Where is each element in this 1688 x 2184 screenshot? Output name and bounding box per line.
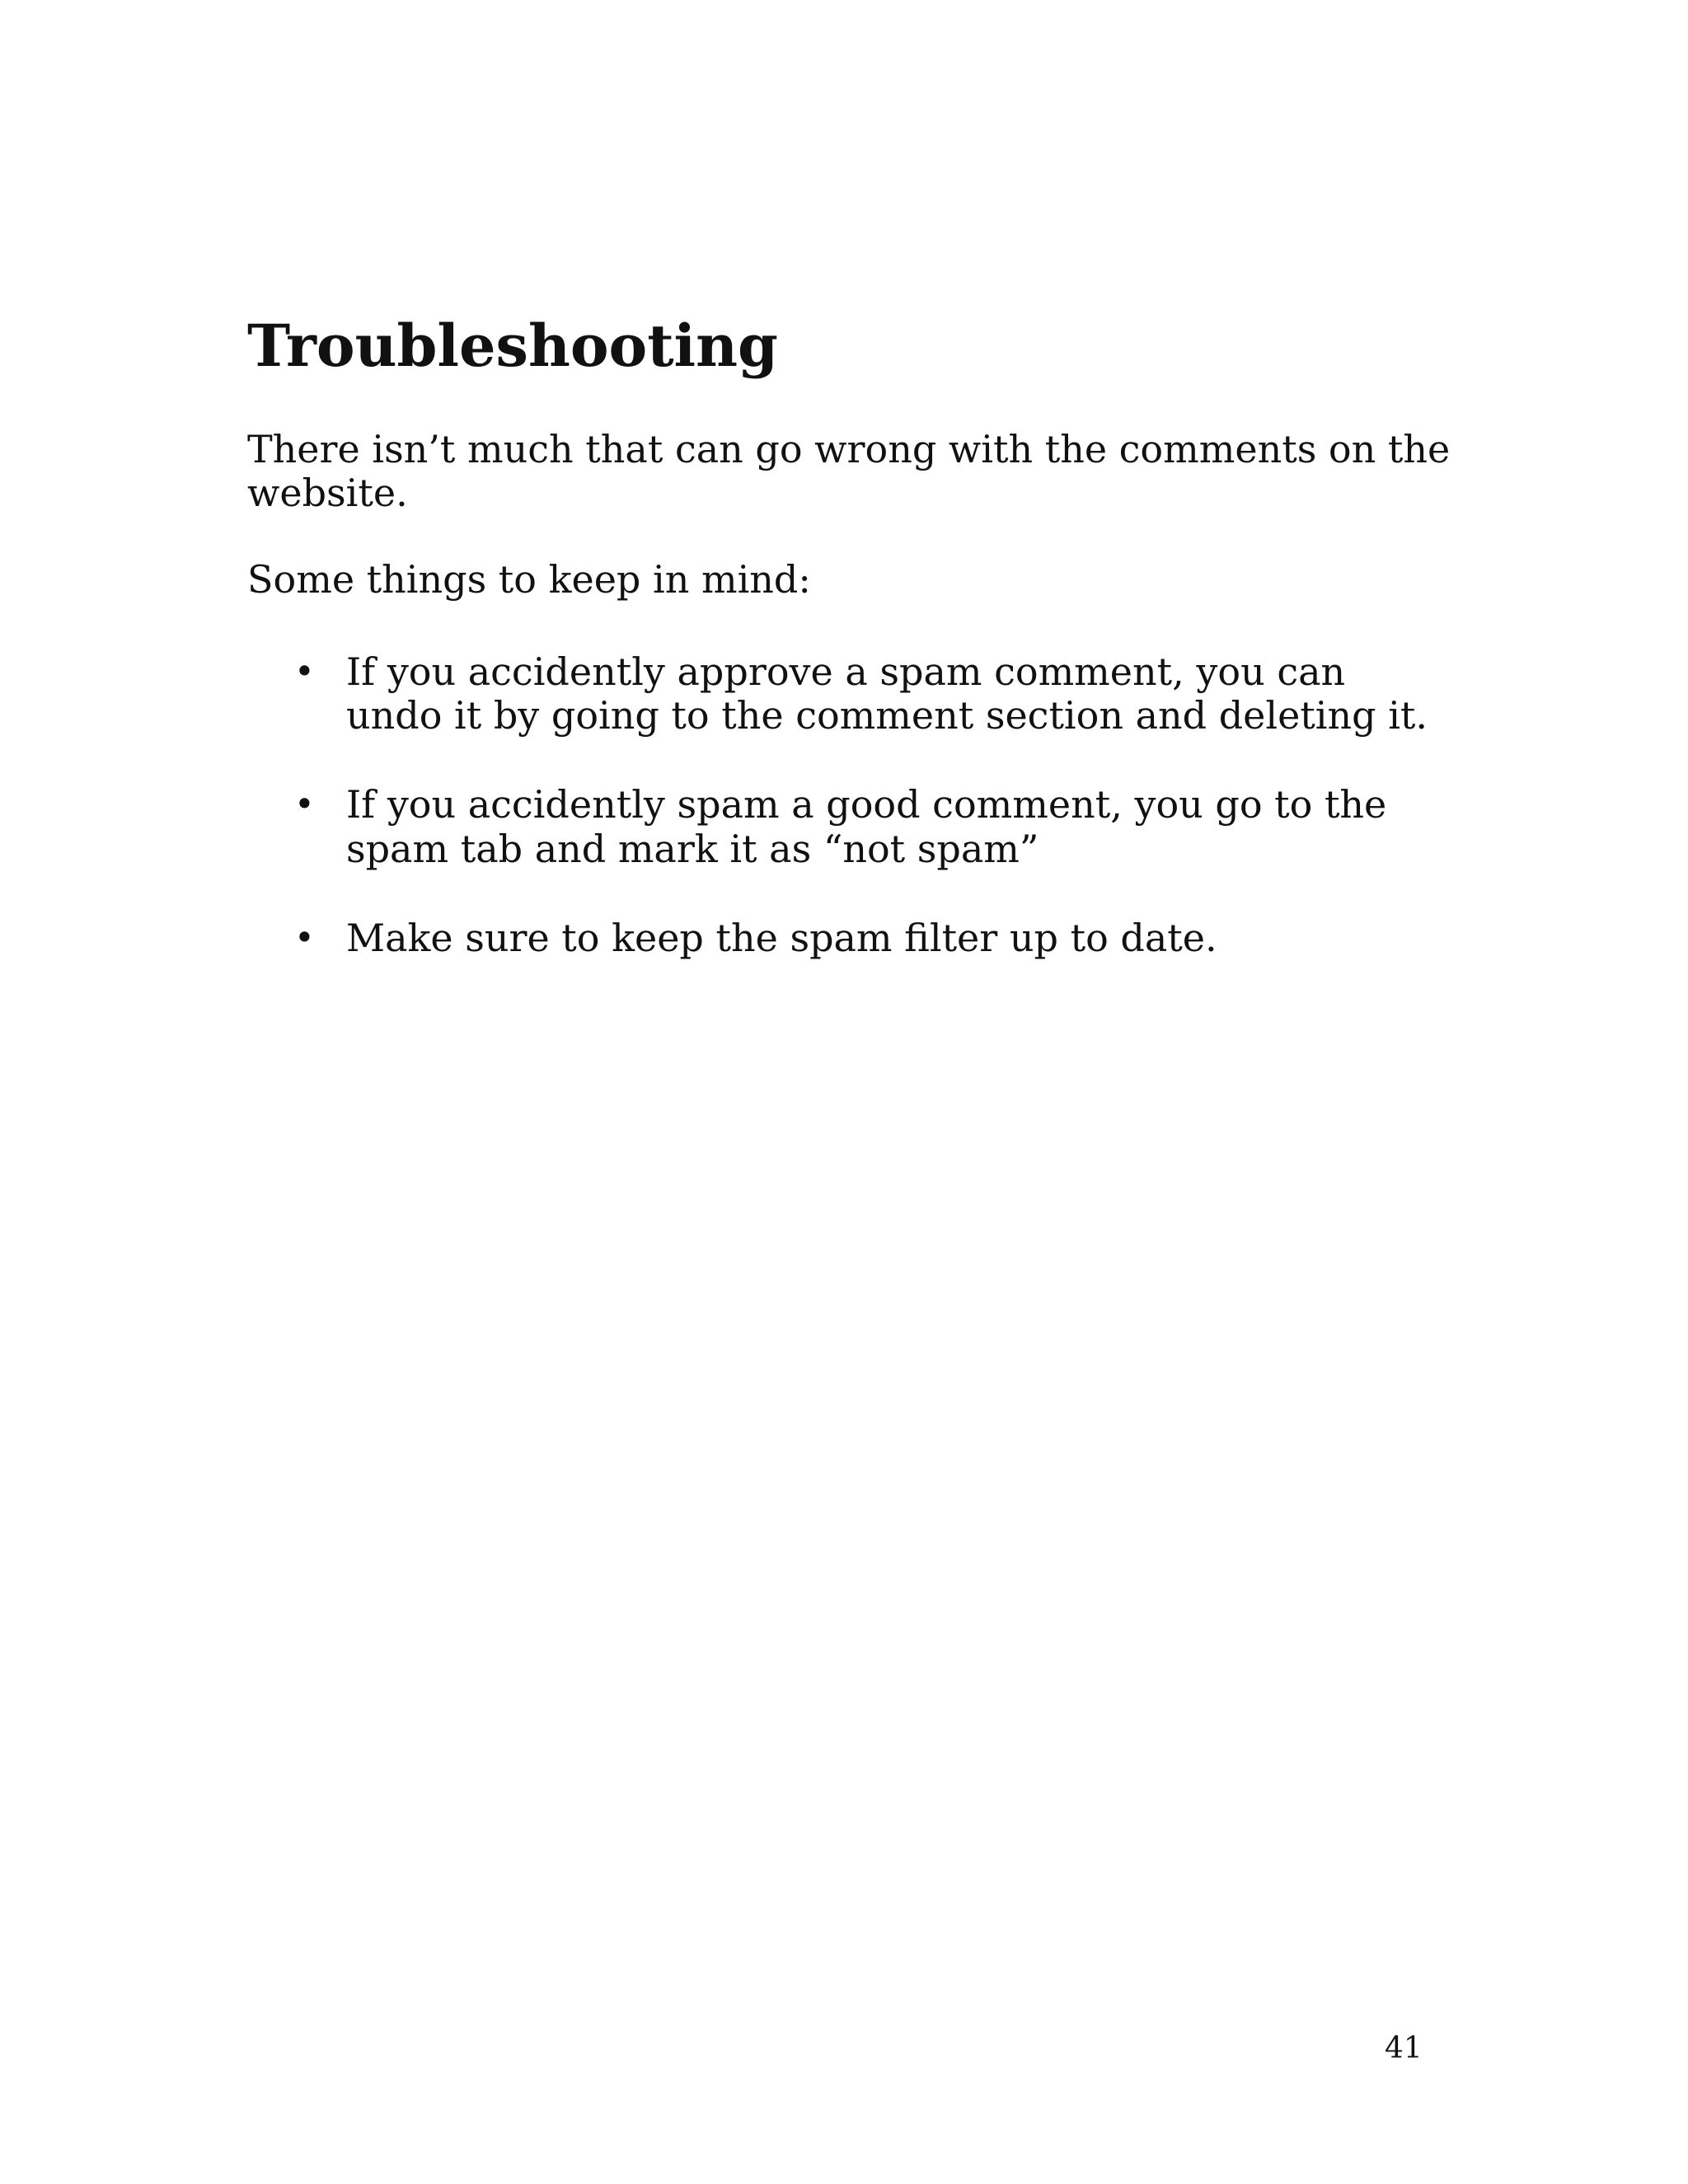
bullet-icon: • [294, 784, 315, 825]
intro-paragraph: There isn’t much that can go wrong with the comments on the website. [247, 426, 1451, 515]
tips-list [247, 650, 1451, 961]
list-item [247, 783, 1451, 871]
bullet-icon: • [294, 917, 315, 958]
keep-in-mind-paragraph: Some things to keep in mind: [247, 557, 811, 602]
page-title: Troubleshooting [247, 312, 778, 380]
bullet-icon: • [294, 650, 315, 691]
list-item [247, 650, 1451, 738]
page-content [247, 313, 1451, 1005]
list-item [247, 916, 1451, 960]
list-item-text: Make sure to keep the spam filter up to date. [346, 916, 1217, 961]
list-item-text: If you accidently approve a spam comment, you can undo it by going to the comment section and deleting it. [346, 649, 1428, 738]
list-item-text: If you accidently spam a good comment, you go to the spam tab and mark it as “not spam” [346, 782, 1387, 871]
page-number: 41 [1385, 2032, 1423, 2065]
